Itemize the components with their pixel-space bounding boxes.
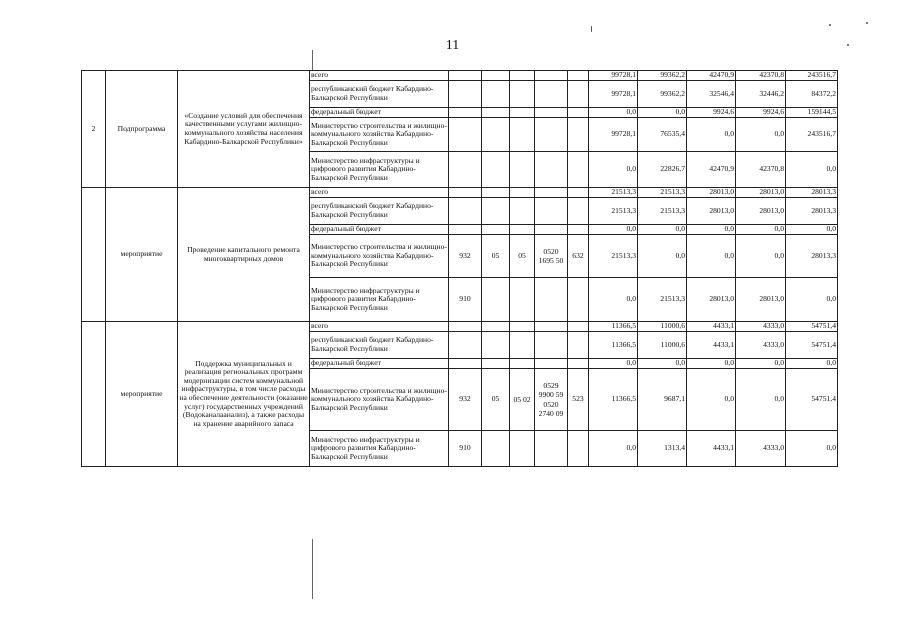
amount-cell: 0,0 xyxy=(687,359,736,369)
target-code-cell xyxy=(535,108,568,118)
amount-cell: 99728,1 xyxy=(589,81,638,108)
amount-cell: 76535,4 xyxy=(638,118,687,152)
block-type: мероприятие xyxy=(106,322,178,467)
amount-cell: 0,0 xyxy=(589,225,638,235)
amount-cell: 0,0 xyxy=(786,431,838,467)
amount-cell: 99728,1 xyxy=(589,118,638,152)
grbs-code-cell: 910 xyxy=(449,278,482,322)
page-number: 11 xyxy=(445,38,460,53)
amount-cell: 0,0 xyxy=(736,118,786,152)
grbs-code-cell xyxy=(449,152,482,188)
amount-cell: 4333,0 xyxy=(736,332,786,359)
subsection-code-cell: 05 02 xyxy=(510,369,535,431)
amount-cell: 0,0 xyxy=(638,359,687,369)
section-code-cell xyxy=(482,225,510,235)
grbs-code-cell xyxy=(449,322,482,332)
amount-cell: 243516,7 xyxy=(786,71,838,81)
amount-cell: 28013,0 xyxy=(687,188,736,198)
amount-cell: 4333,0 xyxy=(736,431,786,467)
amount-cell: 21513,3 xyxy=(638,278,687,322)
amount-cell: 0,0 xyxy=(638,225,687,235)
section-code-cell xyxy=(482,359,510,369)
expense-type-cell xyxy=(568,188,589,198)
amount-cell: 0,0 xyxy=(687,369,736,431)
target-code-cell xyxy=(535,198,568,225)
subsection-code-cell xyxy=(510,332,535,359)
target-code-cell xyxy=(535,71,568,81)
grbs-code-cell: 910 xyxy=(449,431,482,467)
funding-source-cell: федеральный бюджет xyxy=(310,359,449,369)
block-number xyxy=(82,322,106,467)
amount-cell: 0,0 xyxy=(736,369,786,431)
target-code-cell xyxy=(535,152,568,188)
grbs-code-cell xyxy=(449,118,482,152)
amount-cell: 0,0 xyxy=(786,359,838,369)
amount-cell: 159144,5 xyxy=(786,108,838,118)
section-code-cell xyxy=(482,81,510,108)
scan-margin-line xyxy=(312,539,313,599)
amount-cell: 0,0 xyxy=(786,152,838,188)
subsection-code-cell xyxy=(510,322,535,332)
amount-cell: 32446,2 xyxy=(736,81,786,108)
section-code-cell xyxy=(482,108,510,118)
amount-cell: 42370,8 xyxy=(736,152,786,188)
amount-cell: 21513,3 xyxy=(638,198,687,225)
grbs-code-cell xyxy=(449,71,482,81)
amount-cell: 9924,6 xyxy=(736,108,786,118)
expense-type-cell xyxy=(568,81,589,108)
section-code-cell xyxy=(482,71,510,81)
amount-cell: 99728,1 xyxy=(589,71,638,81)
funding-source-cell: республиканский бюджет Кабардино- Балкарской Республики xyxy=(310,81,449,108)
funding-source-cell: республиканский бюджет Кабардино- Балкарской Республики xyxy=(310,198,449,225)
amount-cell: 28013,0 xyxy=(736,278,786,322)
funding-source-cell: федеральный бюджет xyxy=(310,225,449,235)
funding-source-cell: Министерство инфраструктуры и цифрового развития Кабардино-Балкарской Республики xyxy=(310,431,449,467)
section-code-cell: 05 xyxy=(482,369,510,431)
amount-cell: 4333,0 xyxy=(736,322,786,332)
amount-cell: 0,0 xyxy=(638,108,687,118)
target-code-cell xyxy=(535,431,568,467)
amount-cell: 84372,2 xyxy=(786,81,838,108)
target-code-cell xyxy=(535,278,568,322)
block-number xyxy=(82,188,106,322)
scan-speck xyxy=(829,24,831,26)
amount-cell: 0,0 xyxy=(736,225,786,235)
amount-cell: 42470,9 xyxy=(687,71,736,81)
block-number: 2 xyxy=(82,71,106,188)
scan-margin-line xyxy=(312,50,313,70)
table-row xyxy=(82,71,838,81)
expense-type-cell xyxy=(568,152,589,188)
amount-cell: 11000,6 xyxy=(638,322,687,332)
amount-cell: 54751,4 xyxy=(786,369,838,431)
section-code-cell: 05 xyxy=(482,235,510,278)
amount-cell: 22826,7 xyxy=(638,152,687,188)
target-code-cell xyxy=(535,322,568,332)
expense-type-cell xyxy=(568,71,589,81)
subsection-code-cell xyxy=(510,359,535,369)
amount-cell: 0,0 xyxy=(687,225,736,235)
amount-cell: 0,0 xyxy=(736,235,786,278)
subsection-code-cell xyxy=(510,278,535,322)
funding-source-cell: республиканский бюджет Кабардино- Балкарской Республики xyxy=(310,332,449,359)
grbs-code-cell xyxy=(449,225,482,235)
grbs-code-cell xyxy=(449,198,482,225)
amount-cell: 0,0 xyxy=(589,359,638,369)
section-code-cell xyxy=(482,152,510,188)
amount-cell: 28013,0 xyxy=(687,278,736,322)
subsection-code-cell xyxy=(510,71,535,81)
funding-source-cell: всего xyxy=(310,188,449,198)
subsection-code-cell xyxy=(510,225,535,235)
funding-source-cell: Министерство строительства и жилищно-коммунального хозяйства Кабардино-Балкарской Республики xyxy=(310,118,449,152)
expense-type-cell: 632 xyxy=(568,235,589,278)
section-code-cell xyxy=(482,198,510,225)
target-code-cell xyxy=(535,225,568,235)
amount-cell: 9924,6 xyxy=(687,108,736,118)
subsection-code-cell xyxy=(510,431,535,467)
amount-cell: 21513,3 xyxy=(589,198,638,225)
amount-cell: 0,0 xyxy=(638,235,687,278)
section-code-cell xyxy=(482,188,510,198)
funding-source-cell: всего xyxy=(310,322,449,332)
amount-cell: 9687,1 xyxy=(638,369,687,431)
funding-source-cell: Министерство строительства и жилищно-коммунального хозяйства Кабардино-Балкарской Республики xyxy=(310,235,449,278)
subsection-code-cell xyxy=(510,81,535,108)
scan-speck xyxy=(591,26,592,32)
amount-cell: 4433,1 xyxy=(687,332,736,359)
expense-type-cell xyxy=(568,332,589,359)
amount-cell: 4433,1 xyxy=(687,431,736,467)
amount-cell: 99362,2 xyxy=(638,71,687,81)
amount-cell: 99362,2 xyxy=(638,81,687,108)
amount-cell: 0,0 xyxy=(687,118,736,152)
expense-type-cell xyxy=(568,278,589,322)
amount-cell: 32546,4 xyxy=(687,81,736,108)
block-type: мероприятие xyxy=(106,188,178,322)
amount-cell: 28013,3 xyxy=(786,198,838,225)
table-body xyxy=(82,71,838,467)
expense-type-cell xyxy=(568,198,589,225)
funding-source-cell: Министерство инфраструктуры и цифрового развития Кабардино-Балкарской Республики xyxy=(310,152,449,188)
amount-cell: 11366,5 xyxy=(589,322,638,332)
amount-cell: 28013,0 xyxy=(687,198,736,225)
amount-cell: 0,0 xyxy=(589,431,638,467)
funding-source-cell: всего xyxy=(310,71,449,81)
amount-cell: 42370,8 xyxy=(736,71,786,81)
target-code-cell xyxy=(535,188,568,198)
amount-cell: 28013,0 xyxy=(736,198,786,225)
amount-cell: 0,0 xyxy=(589,152,638,188)
target-code-cell xyxy=(535,118,568,152)
table-row xyxy=(82,322,838,332)
amount-cell: 21513,3 xyxy=(589,188,638,198)
subsection-code-cell xyxy=(510,108,535,118)
amount-cell: 54751,4 xyxy=(786,322,838,332)
amount-cell: 11366,5 xyxy=(589,369,638,431)
block-name: Поддержка муниципальных и реализация региональных программ модернизации систем коммунальной инфраструктуры, в том числе расходы на обеспечение деятельности (оказание услуг) государственных учреждений (Водоканалаанализ), а также расходы на хранение аварийного запаса xyxy=(178,322,310,467)
expense-type-cell xyxy=(568,108,589,118)
target-code-cell: 0529 9900 59 0520 2740 09 xyxy=(535,369,568,431)
amount-cell: 0,0 xyxy=(736,359,786,369)
amount-cell: 0,0 xyxy=(786,225,838,235)
grbs-code-cell: 932 xyxy=(449,235,482,278)
target-code-cell xyxy=(535,359,568,369)
scan-speck xyxy=(866,22,868,24)
expense-type-cell xyxy=(568,322,589,332)
funding-source-cell: федеральный бюджет xyxy=(310,108,449,118)
amount-cell: 21513,3 xyxy=(589,235,638,278)
subsection-code-cell xyxy=(510,152,535,188)
subsection-code-cell: 05 xyxy=(510,235,535,278)
block-type: Подпрограмма xyxy=(106,71,178,188)
expense-type-cell xyxy=(568,359,589,369)
scan-speck xyxy=(847,44,849,46)
amount-cell: 11366,5 xyxy=(589,332,638,359)
amount-cell: 21513,3 xyxy=(638,188,687,198)
amount-cell: 28013,3 xyxy=(786,188,838,198)
section-code-cell xyxy=(482,332,510,359)
expense-type-cell xyxy=(568,118,589,152)
section-code-cell xyxy=(482,118,510,152)
amount-cell: 243516,7 xyxy=(786,118,838,152)
target-code-cell xyxy=(535,332,568,359)
grbs-code-cell xyxy=(449,188,482,198)
budget-table xyxy=(81,70,838,467)
target-code-cell xyxy=(535,81,568,108)
grbs-code-cell: 932 xyxy=(449,369,482,431)
amount-cell: 28013,0 xyxy=(736,188,786,198)
section-code-cell xyxy=(482,278,510,322)
subsection-code-cell xyxy=(510,188,535,198)
target-code-cell: 0520 1695 50 xyxy=(535,235,568,278)
amount-cell: 28013,3 xyxy=(786,235,838,278)
block-name: Проведение капитального ремонта многоквартирных домов xyxy=(178,188,310,322)
grbs-code-cell xyxy=(449,108,482,118)
expense-type-cell xyxy=(568,431,589,467)
funding-source-cell: Министерство строительства и жилищно-коммунального хозяйства Кабардино-Балкарской Республики xyxy=(310,369,449,431)
grbs-code-cell xyxy=(449,359,482,369)
amount-cell: 0,0 xyxy=(687,235,736,278)
amount-cell: 4433,1 xyxy=(687,322,736,332)
grbs-code-cell xyxy=(449,81,482,108)
subsection-code-cell xyxy=(510,118,535,152)
section-code-cell xyxy=(482,322,510,332)
section-code-cell xyxy=(482,431,510,467)
amount-cell: 11000,6 xyxy=(638,332,687,359)
amount-cell: 54751,4 xyxy=(786,332,838,359)
amount-cell: 0,0 xyxy=(786,278,838,322)
subsection-code-cell xyxy=(510,198,535,225)
amount-cell: 1313,4 xyxy=(638,431,687,467)
funding-source-cell: Министерство инфраструктуры и цифрового развития Кабардино-Балкарской Республики xyxy=(310,278,449,322)
table-row xyxy=(82,188,838,198)
grbs-code-cell xyxy=(449,332,482,359)
amount-cell: 42470,9 xyxy=(687,152,736,188)
block-name: «Создание условий для обеспечения качественными услугами жилищно-коммунального хозяйства населения Кабардино-Балкарской Республики» xyxy=(178,71,310,188)
expense-type-cell: 523 xyxy=(568,369,589,431)
amount-cell: 0,0 xyxy=(589,278,638,322)
amount-cell: 0,0 xyxy=(589,108,638,118)
expense-type-cell xyxy=(568,225,589,235)
